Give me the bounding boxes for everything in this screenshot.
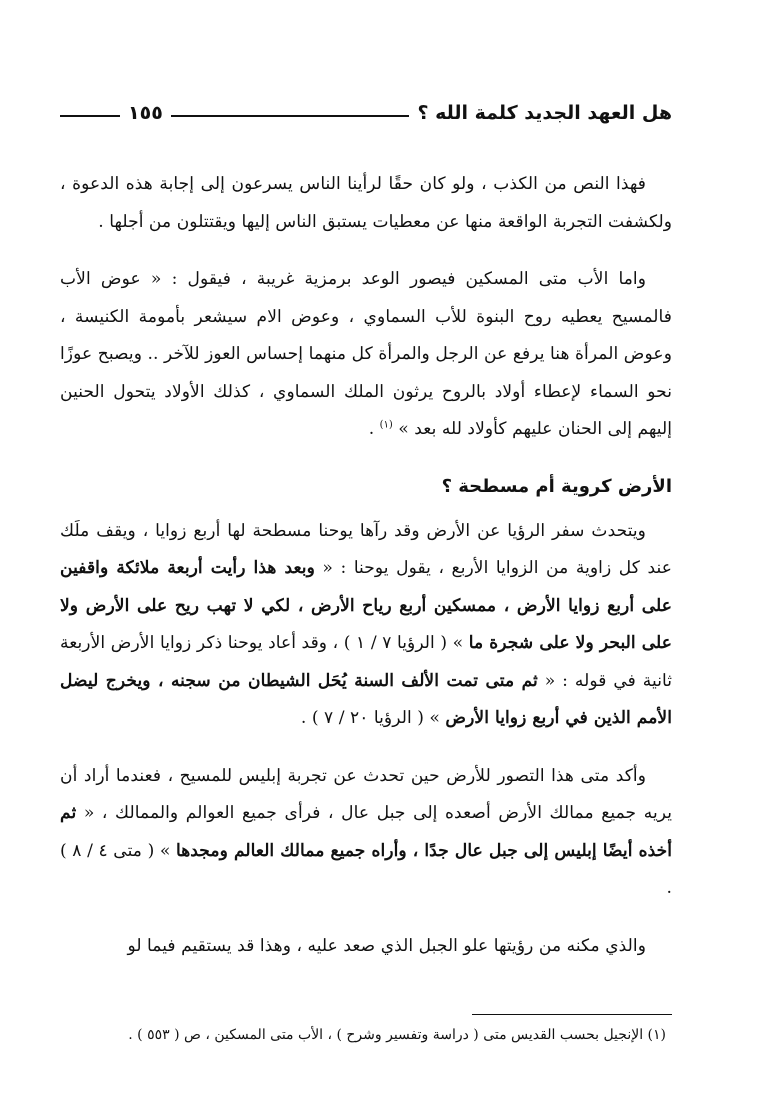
section-heading: الأرض كروية أم مسطحة ؟ bbox=[441, 475, 672, 497]
footnote-rule bbox=[472, 1014, 672, 1015]
paragraph-1: فهذا النص من الكذب ، ولو كان حقًا لرأينا الناس يسرعون إلى إجابة هذه الدعوة ، ولكشفت التجربة الواقعة منها عن معطيات يستبق الناس إليها ويقتتلون من أجلها . bbox=[60, 174, 672, 232]
header-rule-short bbox=[60, 115, 120, 117]
paragraph-2-text: واما الأب متى المسكين فيصور الوعد برمزية غريبة ، فيقول : « عوض الأب فالمسيح يعطيه روح البنوة للأب السماوي ، وعوض الام سيشعر بأمومة الكنيسة ، وعوض المرأة هنا يرفع عن الرجل والمرأة كل منهما إحساس العوز للآخر .. ويصبح عوزًا نحو السماء لإعطاء أولاد بالروح يرثون الملك السماوي ، كذلك الأولاد يتحول الحنين إليهم إلى الحنان عليهم كأولاد لله بعد » bbox=[60, 269, 672, 439]
quote-revelation-20-7: ثم متى تمت الألف السنة يُحَل الشيطان من سجنه ، ويخرج ليضل الأمم الذين في أربع زوايا الأرض bbox=[60, 670, 672, 728]
paragraph-3 bbox=[60, 513, 672, 738]
header-rule bbox=[171, 115, 410, 117]
paragraph-5: والذي مكنه من رؤيتها علو الجبل الذي صعد عليه ، وهذا قد يستقيم فيما لو bbox=[127, 935, 646, 956]
paragraph-3-middle: » ( الرؤيا ٧ / ١ ) ، وقد أعاد يوحنا ذكر زوايا الأرض الأربعة ثانية في قوله : « bbox=[60, 633, 672, 691]
body-text bbox=[60, 166, 672, 965]
paragraph-4 bbox=[60, 758, 672, 908]
footnote: (١) الإنجيل بحسب القديس متى ( دراسة وتفسير وشرح ) ، الأب متى المسكين ، ص ( ٥٥٣ ) . bbox=[128, 1027, 666, 1043]
running-title: هل العهد الجديد كلمة الله ؟ bbox=[417, 102, 672, 124]
page-number: ١٥٥ bbox=[128, 102, 163, 124]
paragraph-3-intro: ويتحدث سفر الرؤيا عن الأرض وقد رآها يوحنا مسطحة لها أربع زوايا ، ويقف ملَك عند كل زاوية من الزوايا الأربع ، يقول يوحنا : « bbox=[60, 520, 672, 578]
book-page bbox=[60, 96, 672, 1096]
paragraph-2 bbox=[60, 261, 672, 449]
quote-matthew-4-8: ثم أخذه أيضًا إبليس إلى جبل عال جدًا ، وأراه جميع ممالك العالم ومجدها bbox=[60, 803, 673, 861]
paragraph-4-intro: وأكد متى هذا التصور للأرض حين تحدث عن تجربة إبليس للمسيح ، فعندما أراد أن يريه جميع ممالك الأرض أصعده إلى جبل عال ، فرأى جميع العوالم والممالك ، « bbox=[60, 765, 672, 823]
paragraph-4-end: » ( متى ٤ / ٨ ) . bbox=[60, 840, 672, 898]
paragraph-3-end: » ( الرؤيا ٢٠ / ٧ ) . bbox=[300, 708, 446, 728]
quote-revelation-7-1: وبعد هذا رأيت أربعة ملائكة واقفين على أربع زوايا الأرض ، ممسكين أربع رياح الأرض ، لكي لا تهب ريح على الأرض ولا على البحر ولا على شجرة ما bbox=[60, 558, 673, 653]
footnote-marker: (١) bbox=[379, 419, 393, 431]
paragraph-2-end: . bbox=[368, 419, 380, 439]
running-header bbox=[60, 96, 672, 130]
